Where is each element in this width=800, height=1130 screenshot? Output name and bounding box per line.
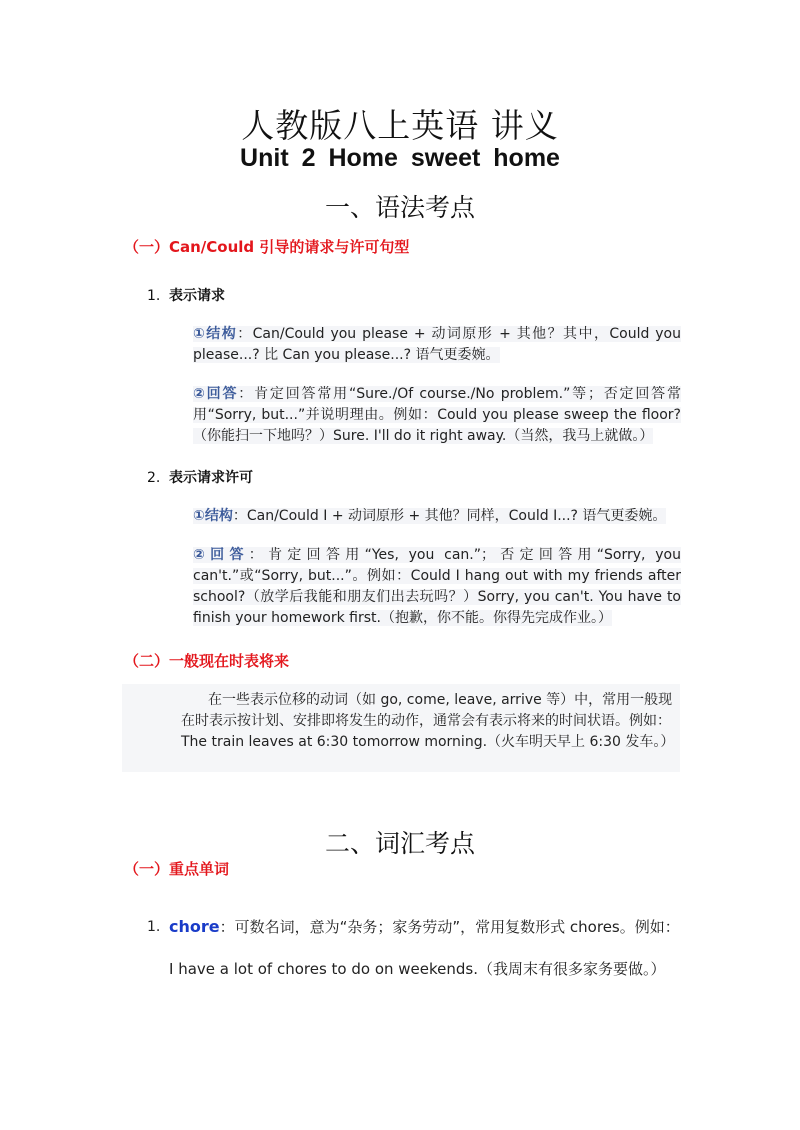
list-number: 1. xyxy=(147,288,161,304)
answer-text: ：肯定回答常用“Sure./Of course./No problem.”等；否定回答常用“Sorry, but...”并说明理由。例如：Could you please sweep the floor?（你能扫一下地吗？）Sure. I'll do it right away.（当然，我马上就做。） xyxy=(193,386,681,444)
document-title: 人教版八上英语 讲义 xyxy=(241,106,559,145)
grammar-item-permission xyxy=(147,467,253,487)
unit-subtitle: Unit 2 Home sweet home xyxy=(240,144,560,172)
permission-structure-paragraph xyxy=(193,506,681,527)
answer-label: ②回答 xyxy=(193,547,249,563)
permission-answer-paragraph xyxy=(193,545,681,629)
list-number: 2. xyxy=(147,470,161,486)
grammar-subheading-present-for-future: （二）一般现在时表将来 xyxy=(124,652,290,670)
grammar-subheading-can-could: （一）Can/Could 引导的请求与许可句型 xyxy=(124,238,410,256)
vocab-item-chore xyxy=(147,906,681,990)
answer-text: ：肯定回答用“Yes, you can.”；否定回答用“Sorry, you can't.”或“Sorry, but...”。例如：Could I hang out with my friends after school?（放学后我能和朋友们出去玩吗？）Sorry, you can't. You have to finish your homework first.（抱歉，你不能。你得先完成作业。） xyxy=(193,547,681,626)
section-vocabulary-title: 二、词汇考点 xyxy=(324,829,475,858)
structure-text: ：Can/Could I + 动词原形 + 其他？同样，Could I...? 语气更委婉。 xyxy=(232,508,667,524)
structure-label: ①结构 xyxy=(193,326,238,342)
vocabulary-subheading-key-words: （一）重点单词 xyxy=(124,860,230,878)
request-answer-paragraph xyxy=(193,384,681,447)
request-structure-paragraph xyxy=(193,324,681,366)
list-item-title: 表示请求许可 xyxy=(169,470,253,486)
answer-label: ②回答 xyxy=(193,386,239,402)
vocab-word: chore xyxy=(169,917,220,936)
structure-text: ：Can/Could you please + 动词原形 + 其他？其中，Could you please...? 比 Can you please...? 语气更委婉。 xyxy=(193,326,681,363)
section-grammar-title: 一、语法考点 xyxy=(324,193,475,222)
vocab-definition: ：可数名词，意为“杂务；家务劳动”，常用复数形式 chores。例如：I have a lot of chores to do on weekends.（我周末有很多家务要做。） xyxy=(169,918,680,978)
list-number: 1. xyxy=(147,919,161,935)
present-for-future-paragraph: 在一些表示位移的动词（如 go, come, leave, arrive 等）中，常用一般现在时表示按计划、安排即将发生的动作，通常会有表示将来的时间状语。例如：The train leaves at 6:30 tomorrow morning.（火车明天早上 6:30 发车。） xyxy=(181,692,675,750)
structure-label: ①结构 xyxy=(193,508,233,524)
list-item-title: 表示请求 xyxy=(169,288,225,304)
grammar-item-request xyxy=(147,285,225,305)
